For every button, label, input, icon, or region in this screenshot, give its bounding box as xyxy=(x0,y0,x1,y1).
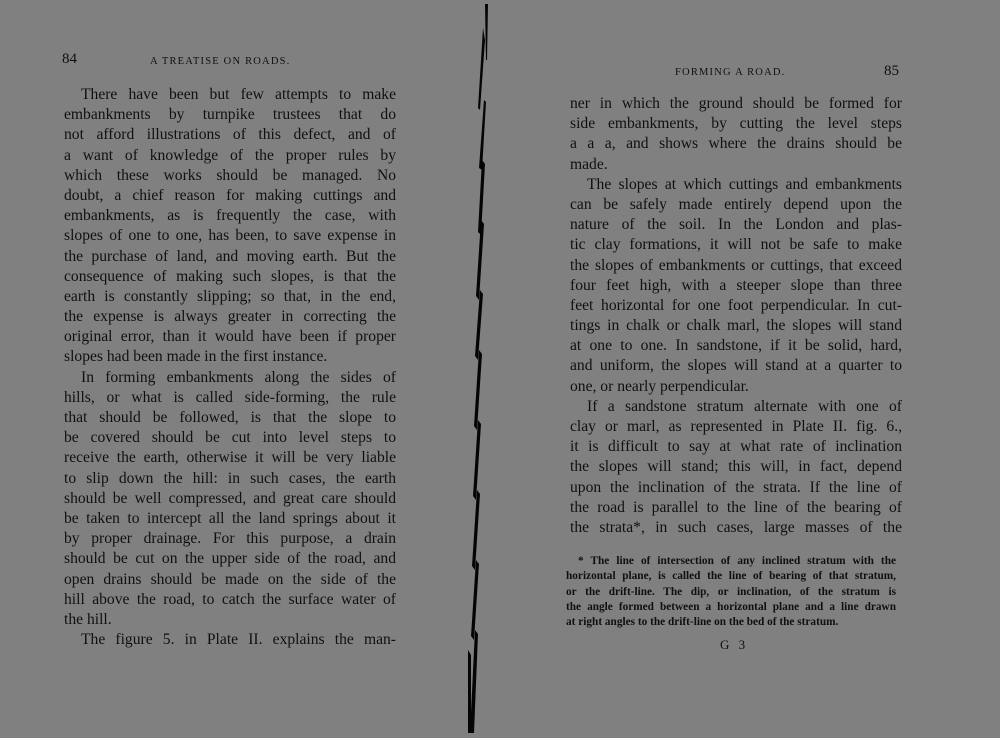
text-line: ner in which the ground should be formed for xyxy=(570,95,902,112)
text-line: upon the inclination of the strata. If the line of xyxy=(570,478,902,496)
running-head: FORMING A ROAD. xyxy=(675,67,786,78)
text-line: be taken to intercept all the land springs about it xyxy=(64,509,396,527)
signature-mark: G 3 xyxy=(720,637,749,652)
text-line: open drains should be made on the side of the xyxy=(64,570,396,588)
text-line: should be cut on the upper side of the road, and xyxy=(64,550,396,568)
text-line: not afford illustrations of this defect, and of xyxy=(64,126,396,144)
running-head: A TREATISE ON ROADS. xyxy=(150,56,291,67)
footnote-line: or the drift-line. The dip, or inclination, of the stratum is xyxy=(566,585,896,598)
text-line: embankments by turnpike trustees that do xyxy=(64,106,396,124)
text-line: If a sandstone stratum alternate with one of xyxy=(587,397,902,415)
text-line: one, or nearly perpendicular. xyxy=(570,377,749,395)
text-line: four feet high, with a steeper slope than three xyxy=(570,276,902,294)
text-line: that should be followed, is that the slope to xyxy=(64,409,396,426)
text-line: a a a, and shows where the drains should be xyxy=(570,135,902,153)
text-line: slopes of one to one, has been, to save expense in xyxy=(64,227,396,245)
footnote xyxy=(566,554,896,630)
text-line: be covered should be cut into level steps to xyxy=(64,429,396,447)
text-line: side embankments, by cutting the level steps xyxy=(570,115,902,133)
text-line: hill above the road, to catch the surface water of xyxy=(64,590,396,608)
text-line: consequence of making such slopes, is that the xyxy=(64,267,396,285)
text-line: the hill. xyxy=(64,610,112,628)
right-page xyxy=(478,0,1000,733)
text-line: made. xyxy=(570,155,608,173)
page-number: 85 xyxy=(884,63,899,79)
text-line: doubt, a chief reason for making cuttings and xyxy=(64,186,396,204)
text-line: a want of knowledge of the proper rules by xyxy=(64,146,396,164)
text-line: The figure 5. in Plate II. explains the man- xyxy=(81,631,396,649)
text-line: should be well compressed, and great care should xyxy=(64,489,396,507)
text-line: to slip down the hill: in such cases, the earth xyxy=(64,469,396,487)
text-line: There have been but few attempts to make xyxy=(81,86,396,103)
text-line: hills, or what is called side-forming, the rule xyxy=(64,388,396,406)
text-line: the expense is always greater in correcting the xyxy=(64,308,396,326)
text-line: the strata*, in such cases, large masses of the xyxy=(570,518,902,536)
text-line: feet horizontal for one foot perpendicular. In cut- xyxy=(570,296,902,314)
text-line: the slopes of embankments or cuttings, that exceed xyxy=(570,256,902,274)
text-line: the road is parallel to the line of the bearing of xyxy=(570,498,902,516)
text-line: nature of the soil. In the London and plas- xyxy=(570,216,902,234)
text-line: the slopes will stand; this will, in fact, depend xyxy=(570,458,902,476)
text-line: receive the earth, otherwise it will be very liable xyxy=(64,449,396,467)
body-text xyxy=(64,85,396,650)
text-line: the purchase of land, and moving earth. But the xyxy=(64,247,396,265)
text-line: can be safely made entirely depend upon the xyxy=(570,195,902,213)
text-line: by proper drainage. For this purpose, a drain xyxy=(64,530,396,548)
footnote-line: the angle formed between a horizontal plane and a line drawn xyxy=(566,600,896,613)
page-number: 84 xyxy=(62,51,77,67)
text-line: embankments, as is frequently the case, with xyxy=(64,207,396,225)
text-line: In forming embankments along the sides of xyxy=(81,368,396,386)
text-line: and uniform, the slopes will stand at a quarter to xyxy=(570,357,902,375)
footnote-line: horizontal plane, is called the line of bearing of that stratum, xyxy=(566,570,896,583)
text-line: at one to one. In sandstone, if it be solid, hard, xyxy=(570,337,902,355)
footnote-line: * The line of intersection of any inclined stratum with the xyxy=(578,555,896,567)
text-line: The slopes at which cuttings and embankments xyxy=(587,175,902,193)
text-line: tic clay formations, it will not be safe to make xyxy=(570,236,902,254)
footnote-line: at right angles to the drift-line on the bed of the stratum. xyxy=(566,616,839,629)
text-line: slopes had been made in the first instance. xyxy=(64,348,328,366)
left-page xyxy=(0,0,470,733)
text-line: earth is constantly slipping; so that, in the end, xyxy=(64,287,396,305)
text-line: it is difficult to say at what rate of inclination xyxy=(570,438,902,456)
text-line: tings in chalk or chalk marl, the slopes will stand xyxy=(570,317,902,335)
text-line: which these works should be managed. No xyxy=(64,166,396,184)
text-line: clay or marl, as represented in Plate II. fig. 6., xyxy=(570,418,902,435)
body-text xyxy=(570,94,902,538)
text-line: original error, than it would have been if proper xyxy=(64,328,396,346)
